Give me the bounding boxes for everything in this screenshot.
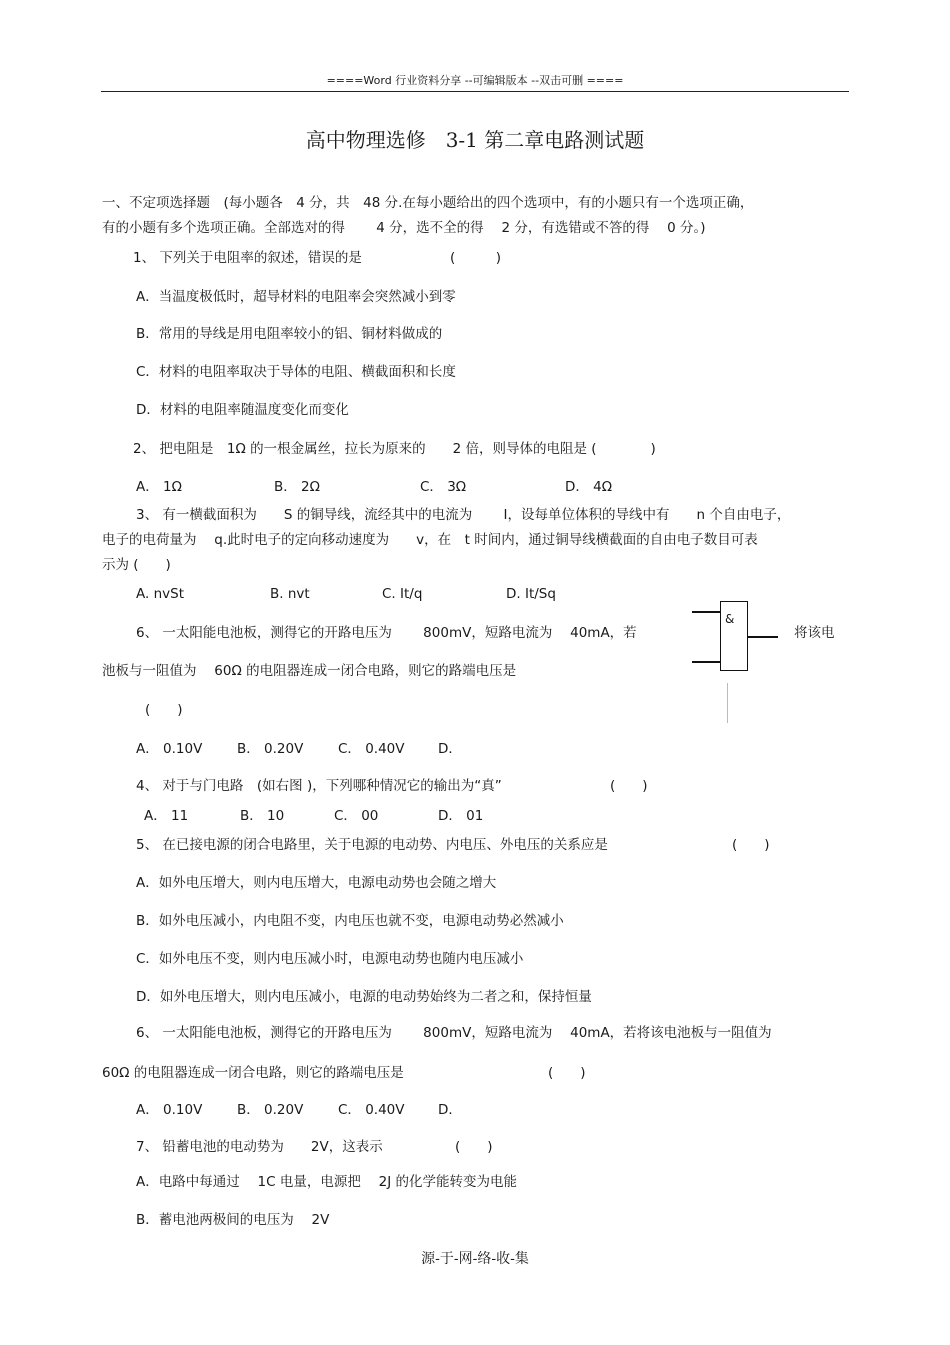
q1-stem: 1、 下列关于电阻率的叙述，错误的是 [133, 250, 362, 266]
q2-option-a: A． 1Ω [136, 479, 182, 495]
page-header: ====Word 行业资料分享 --可编辑版本 --双击可删 ==== [326, 74, 624, 87]
q4-stem: 4、 对于与门电路 (如右图 )，下列哪种情况它的输出为“真” [136, 778, 502, 794]
q1-option-a: A．当温度极低时，超导材料的电阻率会突然减小到零 [136, 289, 456, 305]
q3-line3: 示为 ( ) [102, 557, 171, 573]
gate-input-b [692, 661, 720, 663]
gate-symbol: & [725, 612, 735, 626]
q4-option-b: B． 10 [240, 808, 285, 824]
q6a-option-c: C． 0.40V [338, 741, 405, 757]
q3-option-d: D. It/Sq [506, 586, 556, 602]
q6b-option-c: C． 0.40V [338, 1102, 405, 1118]
q1-option-b: B．常用的导线是用电阻率较小的铝、铜材料做成的 [136, 326, 443, 342]
q6b-line2: 60Ω 的电阻器连成一闭合电路，则它的路端电压是 [102, 1065, 404, 1081]
q2-stem: 2、 把电阻是 1Ω 的一根金属丝，拉长为原来的 2 倍，则导体的电阻是 ( ) [133, 441, 656, 457]
q6b-paren: ( ) [548, 1065, 586, 1081]
q3-line1: 3、 有一横截面积为 S 的铜导线，流经其中的电流为 I，设每单位体积的导线中有 n 个自由电子， [136, 507, 791, 523]
q6a-option-d: D． [438, 741, 462, 757]
q6a-line2: 池板与一阻值为 60Ω 的电阻器连成一闭合电路，则它的路端电压是 [102, 663, 517, 679]
q6a-line1-tail: 将该电 [794, 625, 835, 641]
section-instructions-line2: 有的小题有多个选项正确。全部选对的得 4 分，选不全的得 2 分，有选错或不答的得 0 分。) [102, 220, 706, 236]
q5-option-c: C．如外电压不变，则内电压减小时，电源电动势也随内电压减小 [136, 951, 524, 967]
q7-stem: 7、 铅蓄电池的电动势为 2V，这表示 [136, 1139, 383, 1155]
q5-option-d: D．如外电压增大，则内电压减小，电源的电动势始终为二者之和，保持恒量 [136, 989, 592, 1005]
q5-option-a: A．如外电压增大，则内电压增大，电源电动势也会随之增大 [136, 875, 497, 891]
q1-option-c: C．材料的电阻率取决于导体的电阻、横截面积和长度 [136, 364, 456, 380]
q6a-line1: 6、 一太阳能电池板，测得它的开路电压为 800mV，短路电流为 40mA，若 [136, 625, 637, 641]
q5-stem: 5、 在已接电源的闭合电路里，关于电源的电动势、内电压、外电压的关系应是 [136, 837, 608, 853]
figure-divider [727, 683, 728, 723]
q6b-line1: 6、 一太阳能电池板，测得它的开路电压为 800mV，短路电流为 40mA，若将该电池板与一阻值为 [136, 1025, 772, 1041]
q5-option-b: B．如外电压减小，内电阻不变，内电压也就不变，电源电动势必然减小 [136, 913, 564, 929]
q5-paren: ( ) [732, 837, 770, 853]
q1-option-d: D．材料的电阻率随温度变化而变化 [136, 402, 349, 418]
section-instructions-line1: 一、不定项选择题 (每小题各 4 分，共 48 分.在每小题给出的四个选项中，有的小题只有一个选项正确， [102, 195, 754, 211]
q6a-option-b: B． 0.20V [237, 741, 304, 757]
page-title: 高中物理选修 3-1 第二章电路测试题 [305, 128, 645, 152]
q2-option-c: C． 3Ω [420, 479, 467, 495]
q6b-option-a: A． 0.10V [136, 1102, 203, 1118]
q6a-paren: ( ) [145, 702, 183, 718]
q3-option-a: A. nvSt [136, 586, 184, 602]
q2-option-b: B． 2Ω [274, 479, 320, 495]
q4-option-a: A． 11 [144, 808, 189, 824]
gate-output [748, 636, 778, 638]
page-footer: 源-于-网-络-收-集 [421, 1251, 529, 1267]
q3-option-c: C. It/q [382, 586, 423, 602]
header-rule [101, 91, 849, 92]
q3-option-b: B. nvt [270, 586, 310, 602]
q1-paren: ( ) [450, 250, 502, 266]
q4-paren: ( ) [610, 778, 648, 794]
q4-option-c: C． 00 [334, 808, 379, 824]
q2-option-d: D． 4Ω [565, 479, 613, 495]
gate-input-a [692, 611, 720, 613]
q6b-option-d: D． [438, 1102, 462, 1118]
q4-option-d: D． 01 [438, 808, 484, 824]
q6b-option-b: B． 0.20V [237, 1102, 304, 1118]
q7-option-a: A．电路中每通过 1C 电量，电源把 2J 的化学能转变为电能 [136, 1174, 517, 1190]
q3-line2: 电子的电荷量为 q.此时电子的定向移动速度为 v，在 t 时间内，通过铜导线横截面的自由电子数目可表 [102, 532, 758, 548]
q7-paren: ( ) [455, 1139, 493, 1155]
q6a-option-a: A． 0.10V [136, 741, 203, 757]
q7-option-b: B．蓄电池两极间的电压为 2V [136, 1212, 330, 1228]
